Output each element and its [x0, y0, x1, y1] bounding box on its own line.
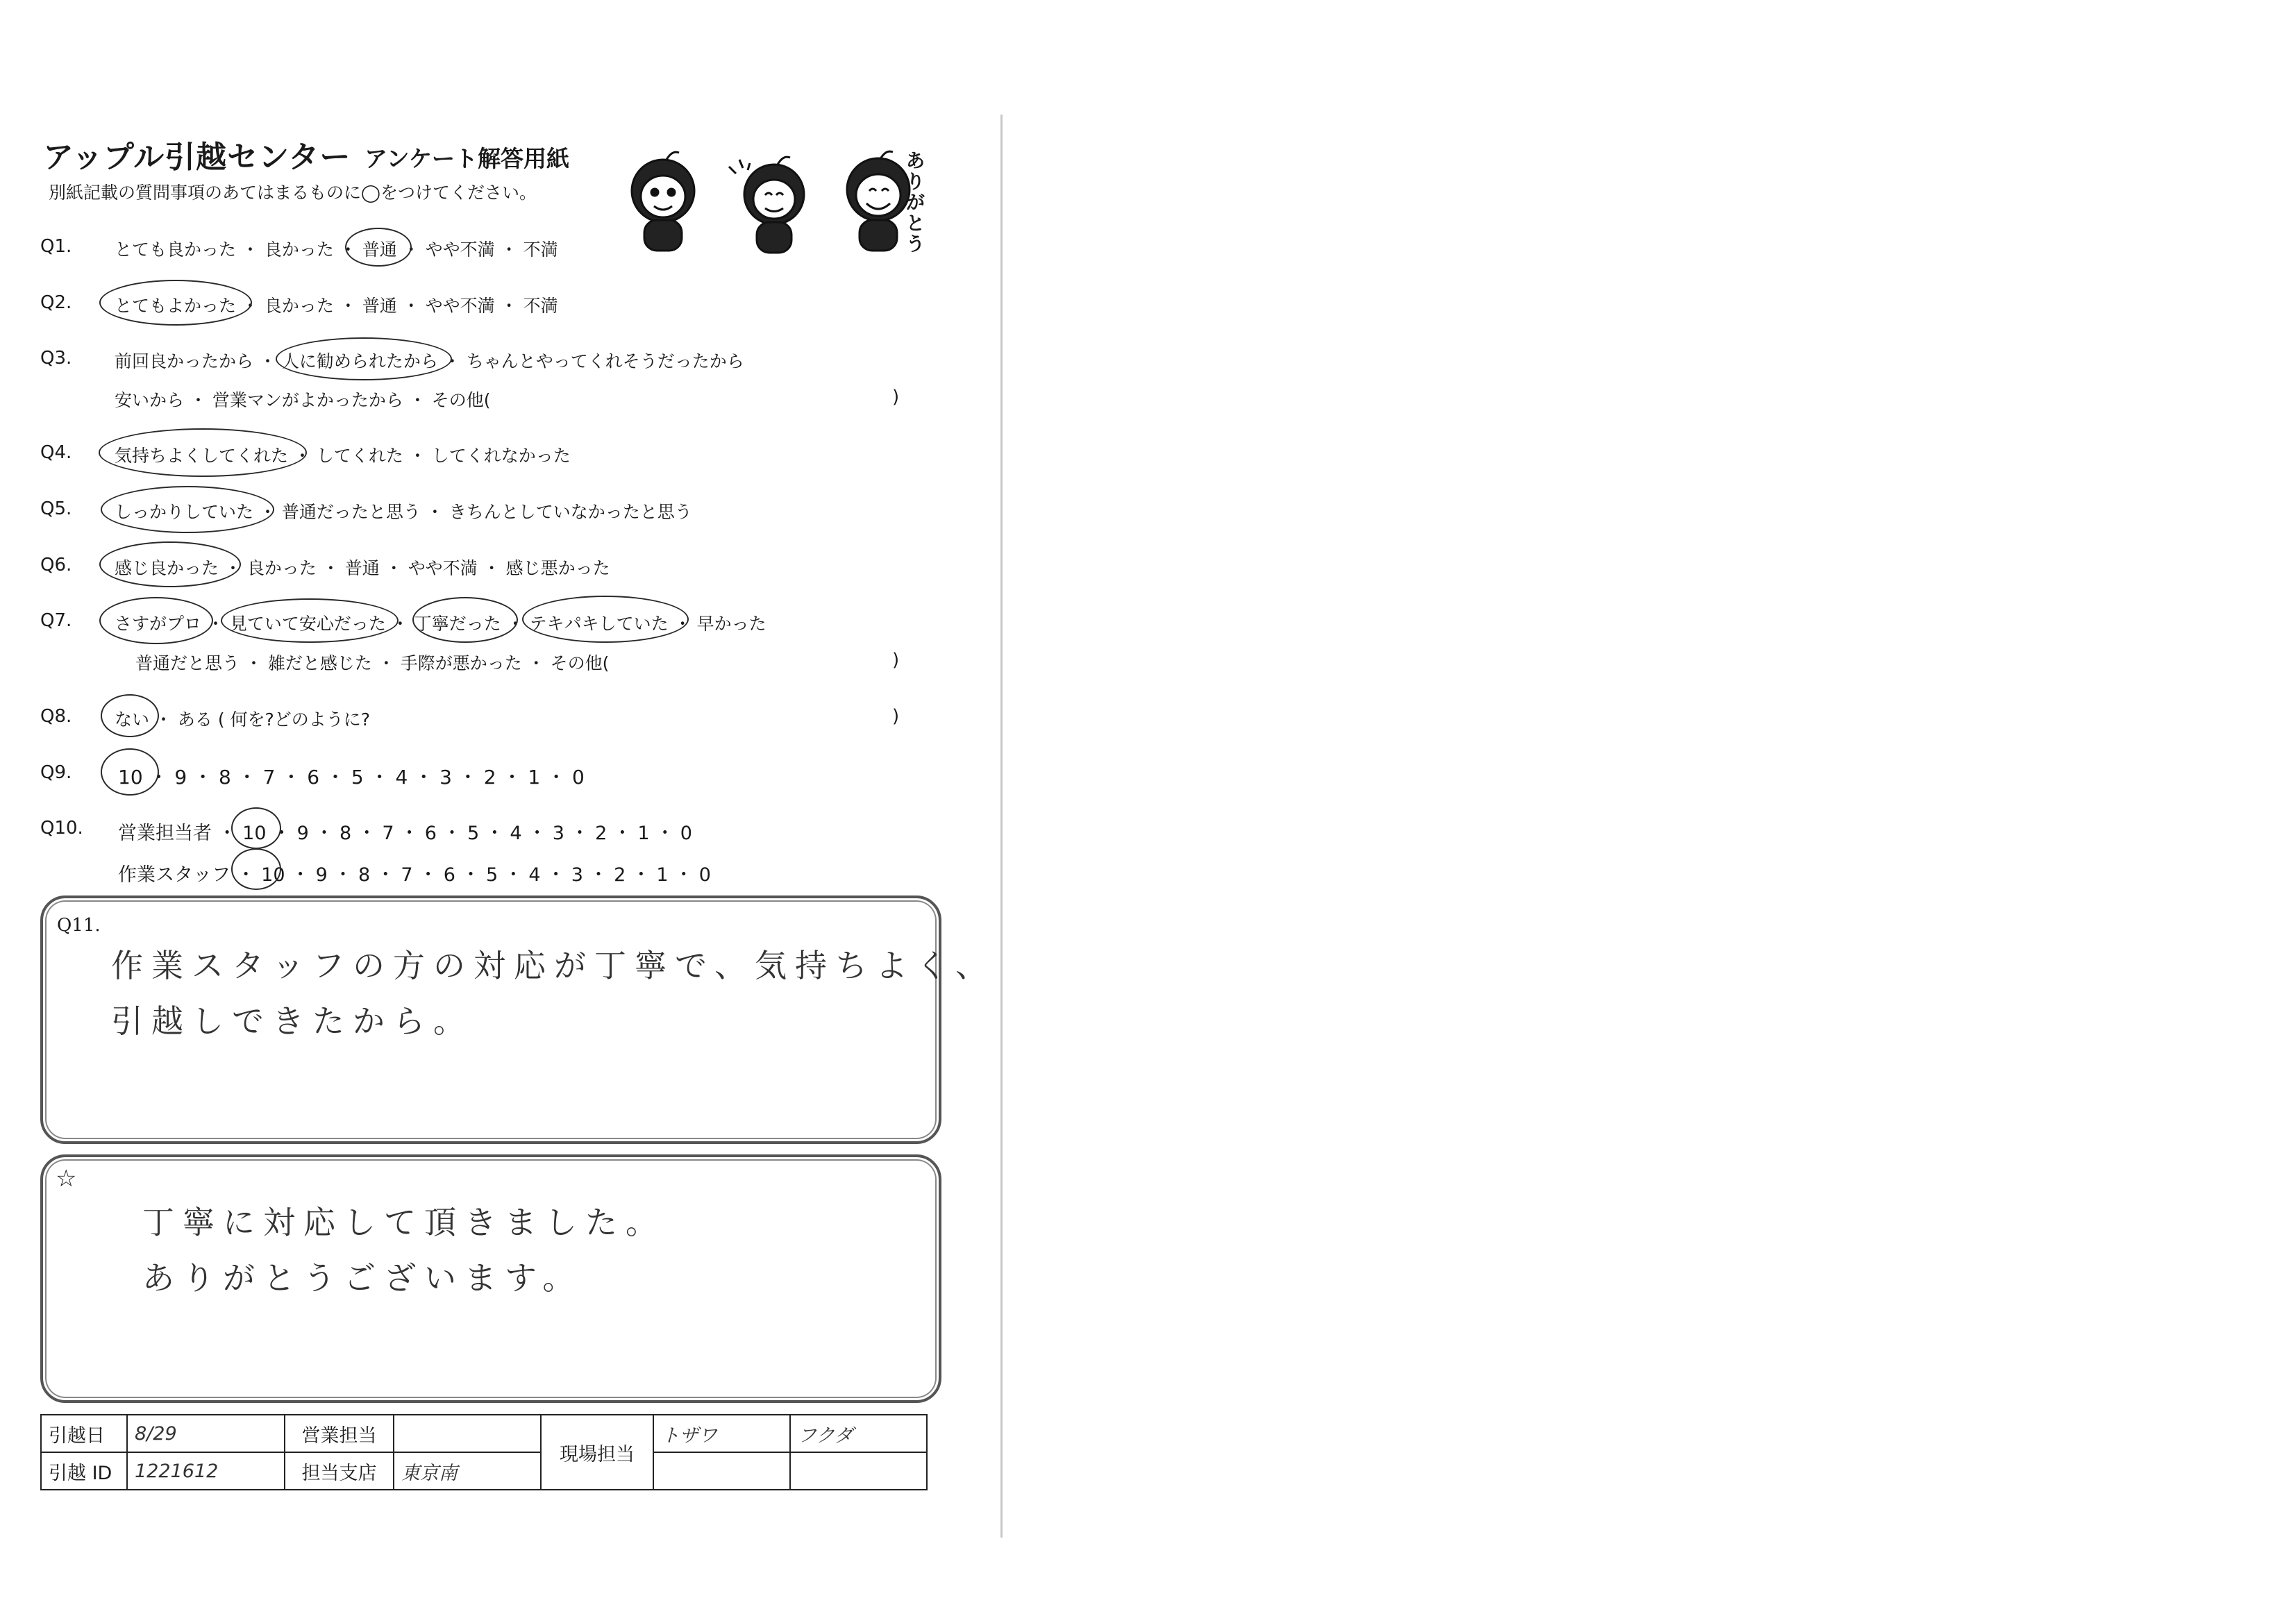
- question-label-q5: Q5.: [40, 498, 72, 519]
- star-icon: ☆: [56, 1165, 77, 1193]
- monkey-mascot-icon: [632, 152, 694, 251]
- question-label-q8: Q8.: [40, 706, 72, 727]
- selection-circle: [231, 848, 281, 890]
- question-label-q4: Q4.: [40, 442, 72, 463]
- question-label-q3: Q3.: [40, 348, 72, 369]
- question-options-q2: とてもよかった ・ 良かった ・ 普通 ・ やや不満 ・ 不満: [115, 296, 558, 316]
- selection-circle: [99, 428, 307, 477]
- question-label-q7: Q7.: [40, 610, 72, 631]
- question-options-q4: 気持ちよくしてくれた ・ してくれた ・ してくれなかった: [115, 446, 571, 466]
- sales-label: 営業担当: [285, 1415, 394, 1452]
- sales-value: [394, 1415, 541, 1452]
- question-options-q6: 感じ良かった ・ 良かった ・ 普通 ・ やや不満 ・ 感じ悪かった: [115, 558, 610, 578]
- site-label: 現場担当: [541, 1415, 653, 1490]
- selection-circle: [522, 596, 689, 643]
- question-options-q7-line1: さすがプロ ・ 見ていて安心だった ・ 丁寧だった ・ テキパキしていた ・ 早かった: [115, 614, 766, 634]
- selection-circle: [231, 807, 281, 849]
- move-date-label: 引越日: [41, 1415, 127, 1452]
- move-id-value: 1221612: [127, 1452, 285, 1490]
- question-options-q9: 10 ・ 9 ・ 8 ・ 7 ・ 6 ・ 5 ・ 4 ・ 3 ・ 2 ・ 1 ・ 0: [118, 766, 585, 789]
- selection-circle: [101, 694, 159, 737]
- question-options-q10-staff: 作業スタッフ ・ 10 ・ 9 ・ 8 ・ 7 ・ 6 ・ 5 ・ 4 ・ 3 ・ 2 ・ 1 ・ 0: [118, 864, 711, 886]
- selection-circle: [99, 597, 213, 644]
- staff-comment-line1: 丁寧に対応して頂きました。: [142, 1204, 666, 1241]
- q11-label: Q11.: [57, 915, 101, 936]
- staff-comment-line2: ありがとうございます。: [142, 1259, 583, 1297]
- question-options-q7-line2: 普通だと思う ・ 雑だと感じた ・ 手際が悪かった ・ その他(: [135, 653, 610, 673]
- question-options-q8: ない ・ ある ( 何を?どのように?: [115, 709, 371, 730]
- question-label-q1: Q1.: [40, 236, 72, 257]
- selection-circle: [345, 228, 412, 267]
- question-label-q10: Q10.: [40, 818, 83, 839]
- selection-circle: [101, 486, 274, 533]
- closing-paren: ): [892, 706, 900, 727]
- q11-answer-line2: 引越しできたから。: [111, 1002, 474, 1040]
- page-fold-line: [1000, 115, 1003, 1538]
- monkey-mascots-image: [611, 142, 937, 267]
- closing-paren: ): [892, 650, 900, 671]
- footer-info-table: [40, 1414, 928, 1490]
- question-options-q3-line1: 前回良かったから ・ 人に勧められたから ・ ちゃんとやってくれそうだったから: [115, 351, 744, 371]
- question-options-q5: しっかりしていた ・ 普通だったと思う ・ きちんとしていなかったと思う: [115, 502, 692, 522]
- question-options-q3-line2: 安いから ・ 営業マンがよかったから ・ その他(: [115, 390, 491, 410]
- move-date-value: 8/29: [127, 1415, 285, 1452]
- move-id-label: 引越 ID: [41, 1452, 127, 1490]
- monkey-mascot-icon: [729, 157, 804, 253]
- survey-sheet: [0, 0, 1000, 1623]
- selection-circle: [412, 597, 518, 643]
- form-title: アンケート解答用紙: [364, 145, 570, 172]
- site-staff-1: トザワ: [653, 1415, 790, 1452]
- company-name: アップル引越センター: [43, 140, 351, 175]
- monkey-mascot-icon: [847, 151, 910, 251]
- branch-label: 担当支店: [285, 1452, 394, 1490]
- site-staff-2: フクダ: [790, 1415, 927, 1452]
- q11-answer-line1: 作業スタッフの方の対応が丁寧で、気持ちよく、: [111, 947, 996, 984]
- question-options-q1: とても良かった ・ 良かった ・ 普通 ・ やや不満 ・ 不満: [115, 239, 558, 260]
- question-label-q9: Q9.: [40, 762, 72, 783]
- site-staff-empty-1: [653, 1452, 790, 1490]
- question-label-q6: Q6.: [40, 555, 72, 575]
- selection-circle: [99, 280, 252, 326]
- selection-circle: [276, 337, 452, 380]
- instruction-text: 別紙記載の質問事項のあてはまるものに◯をつけてください。: [49, 183, 537, 203]
- question-options-q10-sales: 営業担当者 ・ 10 ・ 9 ・ 8 ・ 7 ・ 6 ・ 5 ・ 4 ・ 3 ・ 2 ・ 1 ・ 0: [118, 823, 692, 844]
- selection-circle: [101, 748, 159, 796]
- branch-value: 東京南: [394, 1452, 541, 1490]
- selection-circle: [221, 598, 399, 643]
- closing-paren: ): [892, 387, 900, 407]
- thanks-text: ありがとう: [906, 151, 925, 255]
- question-label-q2: Q2.: [40, 292, 72, 313]
- site-staff-empty-2: [790, 1452, 927, 1490]
- selection-circle: [99, 541, 241, 587]
